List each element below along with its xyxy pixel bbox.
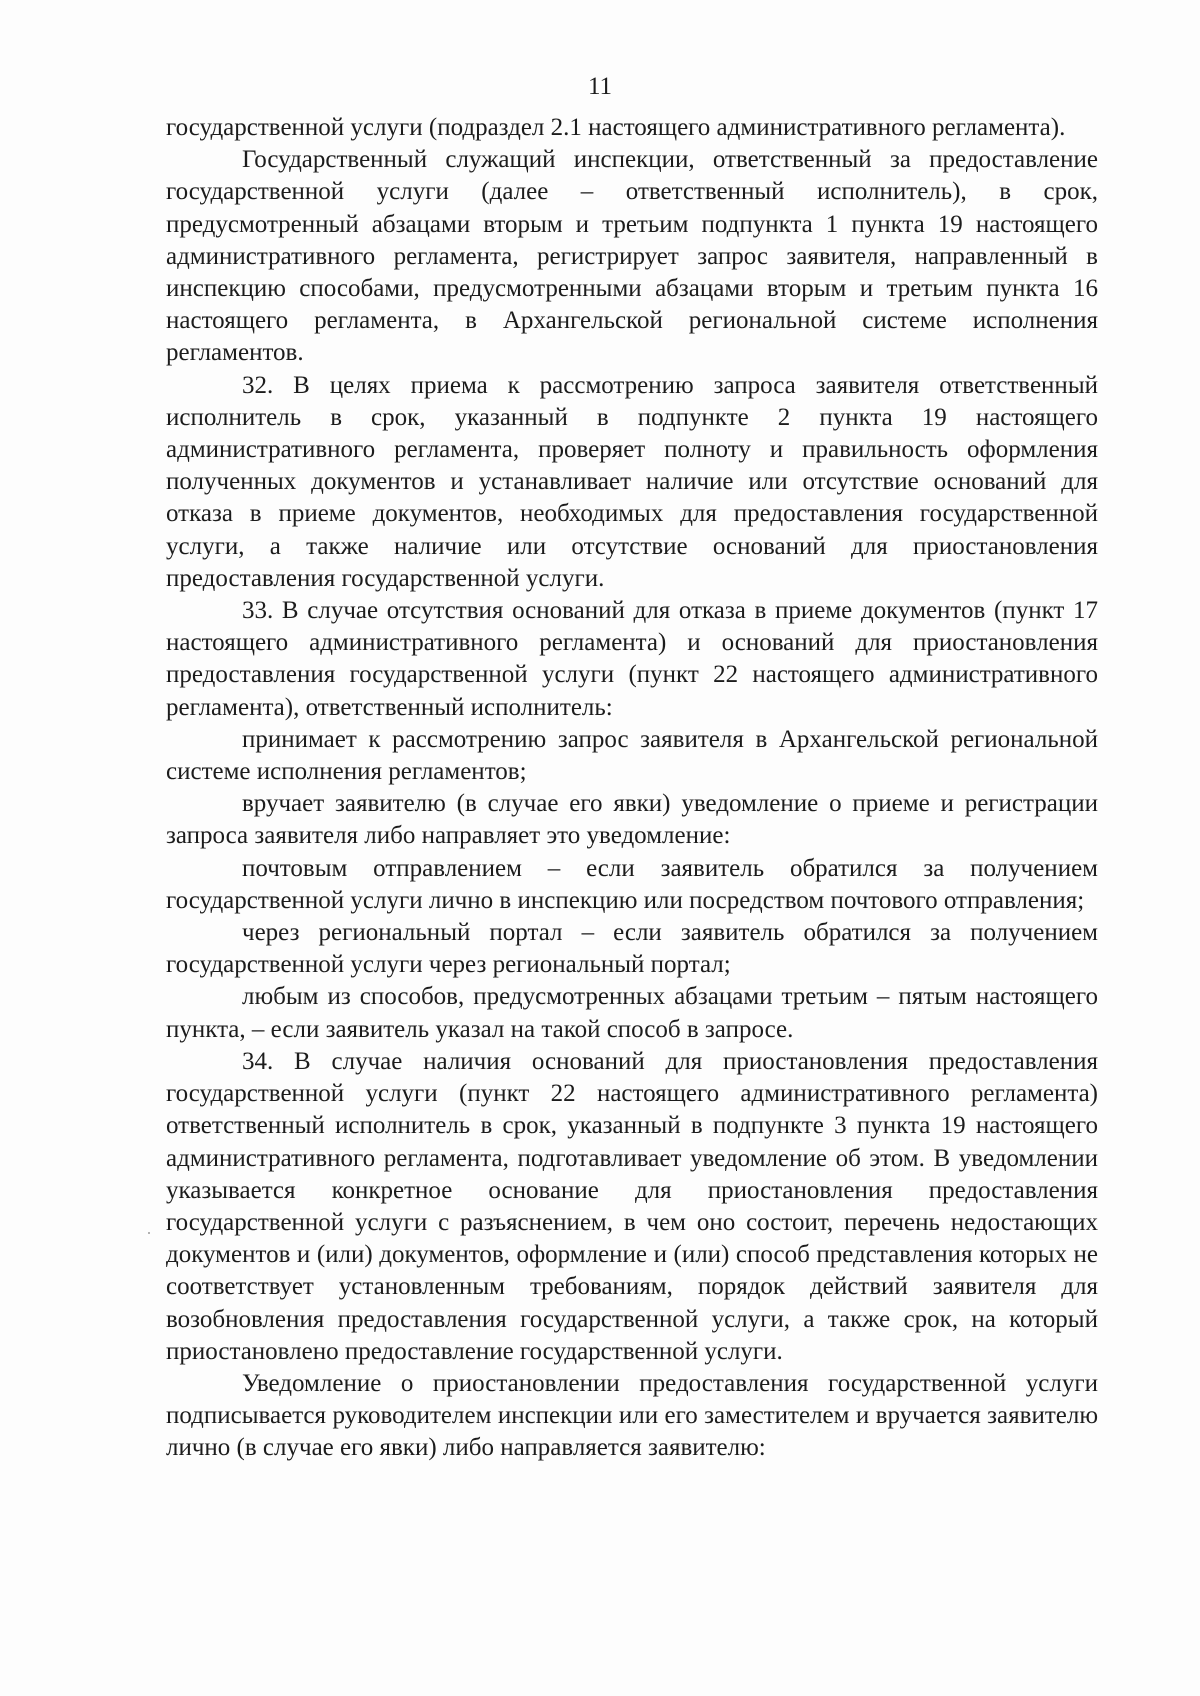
paragraph-item-34: 34. В случае наличия оснований для приостановления предоставления государственной услуги (пункт 22 настоящего административного регламента) ответственный исполнитель в срок, указанный в подпункте 3 пункта 19 настоящего административного регламента, подготавливает уведомление об этом. В уведомлении указывается конкретное основание для приостановления предоставления государственной услуги с разъяснением, в чем оно состоит, перечень недостающих документов и (или) документов, оформление и (или) способ представления которых не соответствует установленным требованиям, порядок действий заявителя для возобновления предоставления государственной услуги, а также срок, на который приостановлено предоставление государственной услуги. <box>166 1047 1098 1365</box>
paragraph-postal-delivery: почтовым отправлением – если заявитель обратился за получением государственной услуги лично в инспекцию или посредством почтового отправления; <box>166 854 1098 914</box>
paragraph-any-method: любым из способов, предусмотренных абзацами третьим – пятым настоящего пункта, – если заявитель указал на такой способ в запросе. <box>166 983 1098 1043</box>
paragraph-continuation: государственной услуги (подраздел 2.1 настоящего административного регламента). <box>166 114 1066 141</box>
paragraph-responsible-executor: Государственный служащий инспекции, ответственный за предоставление государственной услуги (далее – ответственный исполнитель), в срок, предусмотренный абзацами вторым и третьим подпункта 1 пункта 19 настоящего административного регламента, регистрирует запрос заявителя, направленный в инспекцию способами, предусмотренными абзацами вторым и третьим пункта 16 настоящего регламента, в Архангельской региональной системе исполнения регламентов. <box>166 146 1098 367</box>
paragraph-item-33: 33. В случае отсутствия оснований для отказа в приеме документов (пункт 17 настоящего административного регламента) и оснований для приостановления предоставления государственной услуги (пункт 22 настоящего административного регламента), ответственный исполнитель: <box>166 597 1098 721</box>
paragraph-hands-notice: вручает заявителю (в случае его явки) уведомление о приеме и регистрации запроса заявителя либо направляет это уведомление: <box>166 790 1098 850</box>
paragraph-accepts-request: принимает к рассмотрению запрос заявителя в Архангельской региональной системе исполнения регламентов; <box>166 725 1098 786</box>
scan-speck <box>148 1232 150 1234</box>
page-number: 11 <box>587 73 613 100</box>
paragraph-regional-portal: через региональный портал – если заявитель обратился за получением государственной услуги через региональный портал; <box>166 919 1098 979</box>
document-body <box>166 112 1098 1465</box>
paragraph-suspension-notice: Уведомление о приостановлении предоставления государственной услуги подписывается руководителем инспекции или его заместителем и вручается заявителю лично (в случае его явки) либо направляется заявителю: <box>166 1369 1098 1462</box>
paragraph-item-32: 32. В целях приема к рассмотрению запроса заявителя ответственный исполнитель в срок, указанный в подпункте 2 пункта 19 настоящего административного регламента, проверяет полноту и правильность оформления полученных документов и устанавливает наличие или отсутствие оснований для отказа в приеме документов, необходимых для предоставления государственной услуги, а также наличие или отсутствие оснований для приостановления предоставления государственной услуги. <box>166 371 1098 592</box>
